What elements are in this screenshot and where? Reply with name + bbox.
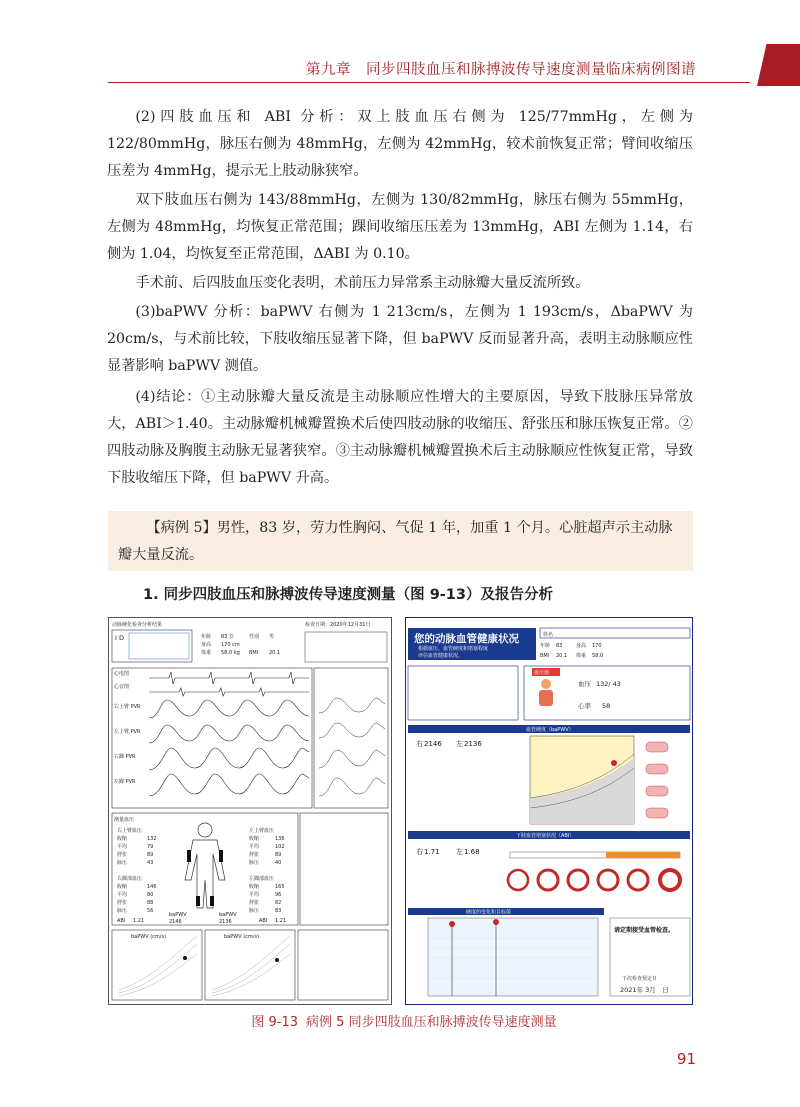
health-report-graphic — [406, 618, 692, 1004]
right-arm-title: 右上臂血压 — [117, 828, 143, 834]
svg-text:心率: 心率 — [578, 702, 591, 710]
paragraph-bapwv: (3)baPWV 分析：baPWV 右侧为 1 213cm/s，左侧为 1 193cm/s，ΔbaPWV 为 20cm/s，与术前比较，下肢收缩压显著下降，但 baPWV 反而显著升高，表明主动脉顺应性显著影响 baPWV 测值。 — [107, 304, 693, 374]
svg-text:年龄: 年龄 — [540, 643, 551, 649]
svg-text:性别: 性别 — [249, 634, 260, 640]
svg-text:左: 左 — [456, 848, 463, 856]
r-arm-pp: 43 — [147, 860, 154, 866]
svg-text:平均: 平均 — [117, 892, 128, 898]
paragraph-limb-bp-upper: (2)四肢血压和 ABI 分析：双上肢血压右侧为 125/77mmHg，左侧为 122/80mmHg，脉压右侧为 48mmHg，左侧为 42mmHg，较术前恢复正常；臂间收缩压压差为 4mmHg，提示无上肢动脉狭窄。 — [107, 109, 693, 179]
svg-text:年龄: 年龄 — [201, 634, 212, 640]
bapwv-r-value: 2146 — [169, 919, 182, 925]
figure-caption — [0, 1011, 800, 1030]
svg-text:收缩: 收缩 — [249, 836, 260, 842]
patient-sex: 男 — [269, 634, 275, 640]
r-ankle-avg: 80 — [147, 892, 154, 898]
rpt-pwv-l: 2136 — [464, 740, 482, 748]
rpt-bp-value: 132/ 43 — [596, 680, 621, 688]
id-label: I D — [115, 634, 124, 642]
analysis-report-graphic — [109, 618, 391, 1004]
chapter-header: 第九章 同步四肢血压和脉搏波传导速度测量临床病例图谱 — [306, 62, 696, 78]
paragraph-bp-change: 手术前、后四肢血压变化表明，术前压力异常系主动脉瓣大量反流所致。 — [135, 275, 590, 291]
history-point-2 — [493, 919, 499, 925]
track-l-ankle: 左踝 PVR — [114, 779, 136, 785]
svg-text:舒张: 舒张 — [117, 852, 128, 858]
figure-left-analysis-report — [108, 617, 392, 1005]
svg-text:ABI: ABI — [117, 918, 126, 924]
paragraph-conclusion: (4)结论：①主动脉瓣大量反流是主动脉顺应性增大的主要原因，导致下肢脉压异常放大，ABI＞1.40。主动脉瓣机械瓣置换术后使四肢动脉的收缩压、舒张压和脉压恢复正常。②四肢动脉及胸腹主动脉无显著狭窄。③主动脉瓣机械瓣置换术后主动脉顺应性恢复正常，导致下肢收缩压下降，但 baPWV 升高。 — [107, 389, 693, 486]
patient-icon — [539, 679, 553, 706]
l-ankle-avg: 96 — [275, 892, 282, 898]
rpt-abi-r: 1.71 — [424, 848, 440, 856]
bapwv-l-value: 2136 — [219, 919, 232, 925]
svg-text:BMI: BMI — [540, 653, 550, 659]
track-l-arm: 左上臂 PVR — [114, 729, 141, 735]
svg-text:舒张: 舒张 — [249, 900, 260, 906]
r-arm-dia: 89 — [147, 852, 154, 858]
svg-text:血压: 血压 — [578, 680, 591, 688]
svg-text:体重: 体重 — [201, 650, 212, 656]
track-r-arm: 右上臂 PVR — [114, 704, 141, 710]
svg-text:脉压: 脉压 — [249, 908, 260, 914]
svg-text:baPWV: baPWV — [169, 912, 187, 918]
rpt-age: 83 — [556, 643, 563, 649]
patient-age: 83 岁 — [221, 634, 234, 640]
caption-number: 图 9-13 — [251, 1015, 299, 1030]
svg-text:平均: 平均 — [117, 844, 128, 850]
abi-section-label: 下肢血管堵塞状况（ABI） — [516, 833, 575, 839]
rpt-pwv-r: 2146 — [424, 740, 442, 748]
r-arm-sys: 132 — [147, 836, 157, 842]
track-pcg: 心音图 — [114, 684, 130, 690]
report-title: 动脉硬化检查分析结果 — [112, 622, 163, 628]
rpt-heart-rate: 58 — [602, 702, 611, 710]
svg-text:脉压: 脉压 — [249, 860, 260, 866]
l-arm-avg: 102 — [275, 844, 285, 850]
svg-text:BMI: BMI — [249, 650, 259, 656]
l-arm-pp: 40 — [275, 860, 282, 866]
history-point-1 — [449, 921, 455, 927]
right-ankle-title: 右踝部血压 — [117, 876, 143, 882]
svg-text:收缩: 收缩 — [117, 836, 128, 842]
patient-bmi: 20.1 — [269, 650, 281, 656]
r-ankle-sys: 146 — [147, 884, 157, 890]
abi-r-value: 1.21 — [133, 918, 145, 924]
caption-text: 病例 5 同步四肢血压和脉搏波传导速度测量 — [306, 1015, 557, 1030]
l-arm-dia: 89 — [275, 852, 282, 858]
svg-text:身高: 身高 — [201, 642, 212, 648]
stiffness-point — [611, 760, 617, 766]
svg-text:baPWV: baPWV — [219, 912, 237, 918]
figure-right-health-report — [405, 617, 693, 1005]
next-date-value: 2021年 3月 日 — [620, 986, 669, 994]
mid-chart-point — [275, 958, 279, 962]
header-rule — [108, 82, 750, 83]
paragraph-limb-bp-lower: 双下肢血压右侧为 143/88mmHg，左侧为 130/82mmHg，脉压右侧为 55mmHg，左侧为 48mmHg，均恢复正常范围；踝间收缩压压差为 13mmHg，ABI 左侧为 1.14，右侧为 1.04，均恢复至正常范围，ΔABI 为 0.10。 — [107, 192, 693, 262]
rpt-weight: 58.0 — [592, 653, 604, 659]
svg-text:收缩: 收缩 — [249, 884, 260, 890]
left-ankle-title: 左踝部血压 — [249, 876, 275, 882]
chart-label-mid: baPWV (cm/s) — [224, 934, 260, 940]
rpt-height: 170 — [592, 643, 602, 649]
rpt-bmi: 20.1 — [556, 653, 568, 659]
history-section-label: 硬度的变化和目标值 — [466, 909, 512, 916]
svg-text:平均: 平均 — [249, 892, 260, 898]
next-date-label: 下次检查预定日 — [622, 976, 658, 982]
r-ankle-dia: 88 — [147, 900, 154, 906]
rpt-abi-l: 1.68 — [464, 848, 480, 856]
bp-section-label: 血压值 — [534, 670, 550, 676]
report-subtitle-1: 根据血压、血管硬度和堵塞程度 — [418, 646, 489, 652]
recheck-text: 请定期接受血管检查。 — [614, 927, 675, 934]
svg-text:收缩: 收缩 — [117, 884, 128, 890]
svg-text:舒张: 舒张 — [117, 900, 128, 906]
chart-label-left: baPWV (cm/s) — [131, 934, 167, 940]
svg-text:平均: 平均 — [249, 844, 260, 850]
chapter-tab-marker — [757, 44, 800, 86]
case-summary-box: 【病例 5】男性，83 岁，劳力性胸闷、气促 1 年，加重 1 个月。心脏超声示主动脉瓣大量反流。 — [108, 511, 693, 571]
bp-label: 测量血压 — [114, 817, 135, 823]
svg-text:舒张: 舒张 — [249, 852, 260, 858]
svg-text:脉压: 脉压 — [117, 860, 128, 866]
abi-l-value: 1.21 — [275, 918, 287, 924]
left-arm-title: 左上臂血压 — [249, 828, 275, 834]
l-ankle-sys: 165 — [275, 884, 285, 890]
name-label: 姓名 — [543, 632, 554, 638]
r-ankle-pp: 56 — [147, 908, 154, 914]
track-r-ankle: 右踝 PVR — [114, 754, 136, 760]
stiffness-section-label: 血管硬度（baPWV） — [526, 727, 574, 733]
svg-text:身高: 身高 — [576, 643, 587, 649]
section-subheading: 1. 同步四肢血压和脉搏波传导速度测量（图 9-13）及报告分析 — [143, 587, 553, 603]
l-ankle-pp: 83 — [275, 908, 282, 914]
svg-text:右: 右 — [416, 740, 423, 748]
report-header-title: 您的动脉血管健康状况 — [414, 633, 519, 645]
page-number: 91 — [676, 1050, 696, 1068]
patient-weight: 58.0 kg — [221, 650, 240, 656]
svg-text:右: 右 — [416, 848, 423, 856]
svg-text:体重: 体重 — [576, 653, 587, 659]
track-ecg: 心电图 — [114, 671, 130, 677]
r-arm-avg: 79 — [147, 844, 154, 850]
svg-text:左: 左 — [456, 740, 463, 748]
l-arm-sys: 136 — [275, 836, 285, 842]
report-subtitle-2: 评估血管健康状况。 — [418, 653, 464, 659]
report-date: 检查日期：2020年12月31日 — [305, 622, 371, 628]
left-chart-point — [183, 956, 187, 960]
svg-text:ABI: ABI — [259, 918, 268, 924]
svg-text:脉压: 脉压 — [117, 908, 128, 914]
patient-height: 170 cm — [221, 642, 240, 648]
l-ankle-dia: 82 — [275, 900, 282, 906]
